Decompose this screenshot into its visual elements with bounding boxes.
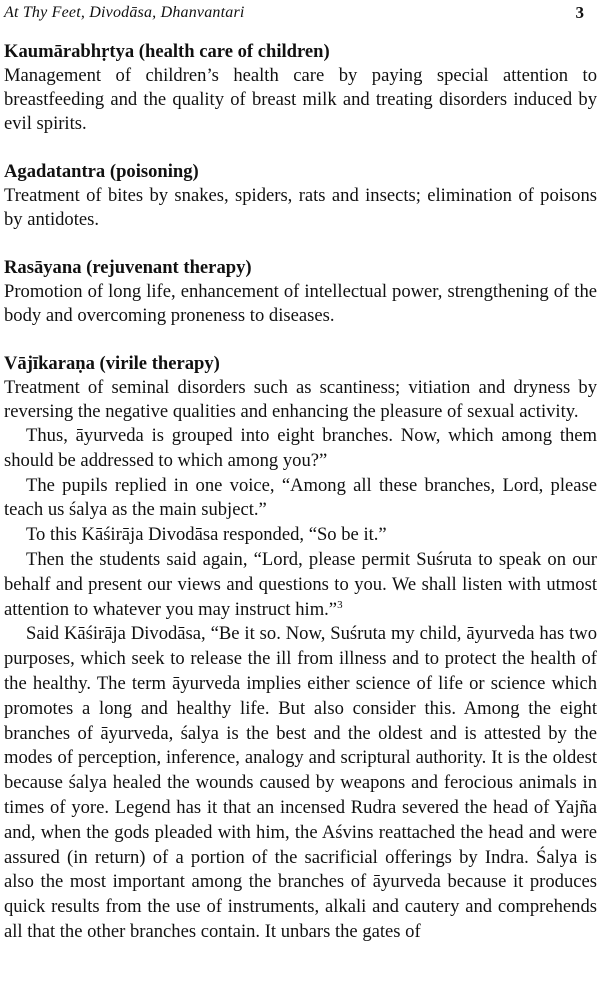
body-paragraph: Thus, āyurveda is grouped into eight branches. Now, which among them should be addressed to which among you?”	[4, 425, 597, 471]
section-description: Promotion of long life, enhancement of intellectual power, strengthening of the body and overcoming proneness to diseases.	[4, 281, 597, 326]
section-description: Treatment of seminal disorders such as scantiness; vitiation and dryness by reversing the negative qualities and enhancing the pleasure of sexual activity.	[4, 377, 597, 422]
body-paragraph: The pupils replied in one voice, “Among all these branches, Lord, please teach us śalya as the main subject.”	[4, 474, 597, 521]
section-description: Treatment of bites by snakes, spiders, rats and insects; elimination of poisons by antidotes.	[4, 185, 597, 230]
section-heading: Vājīkaraṇa (virile therapy)	[4, 353, 220, 374]
running-title: At Thy Feet, Divodāsa, Dhanvantari	[4, 4, 245, 21]
branch-section	[4, 40, 597, 136]
footnote-marker: 3	[337, 598, 343, 611]
paragraph-text: Then the students said again, “Lord, please permit Suśruta to speak on our behalf and present our views and questions to you. We shall listen with utmost attention to whatever you may instruct him.”	[4, 548, 597, 620]
body-paragraph	[4, 548, 597, 622]
page-body	[4, 40, 597, 945]
branch-section	[4, 352, 597, 424]
section-heading: Rasāyana (rejuvenant therapy)	[4, 257, 252, 278]
page-number: 3	[575, 3, 584, 22]
section-description: Management of children’s health care by paying special attention to breastfeeding and the quality of breast milk and treating disorders induced by evil spirits.	[4, 65, 597, 134]
branch-section	[4, 160, 597, 232]
body-paragraph: Said Kāśirāja Divodāsa, “Be it so. Now, Suśruta my child, āyurveda has two purposes, which seek to release the ill from illness and to protect the health of the healthy. The term āyurveda implies either science of life or science which promotes a long and healthy life. But also consider this. Among the eight branches of āyurveda, śalya is the best and the oldest and is attested by the modes of perception, inference, analogy and scriptural authority. It is the oldest because śalya healed the wounds caused by weapons and ferocious animals in times of yore. Legend has it that an incensed Rudra severed the head of Yajña and, when the gods pleaded with him, the Aśvins reattached the head and were assured (in return) of a portion of the sacrificial offerings by Indra. Śalya is also the most important among the branches of āyurveda because it produces quick results from the use of instruments, alkali and cautery and comprehends all that the other branches contain. It unbars the gates of	[4, 623, 597, 942]
branch-section	[4, 256, 597, 328]
body-paragraph: To this Kāśirāja Divodāsa responded, “So be it.”	[26, 524, 387, 546]
section-heading: Agadatantra (poisoning)	[4, 161, 199, 182]
section-heading: Kaumārabhṛtya (health care of children)	[4, 41, 330, 62]
